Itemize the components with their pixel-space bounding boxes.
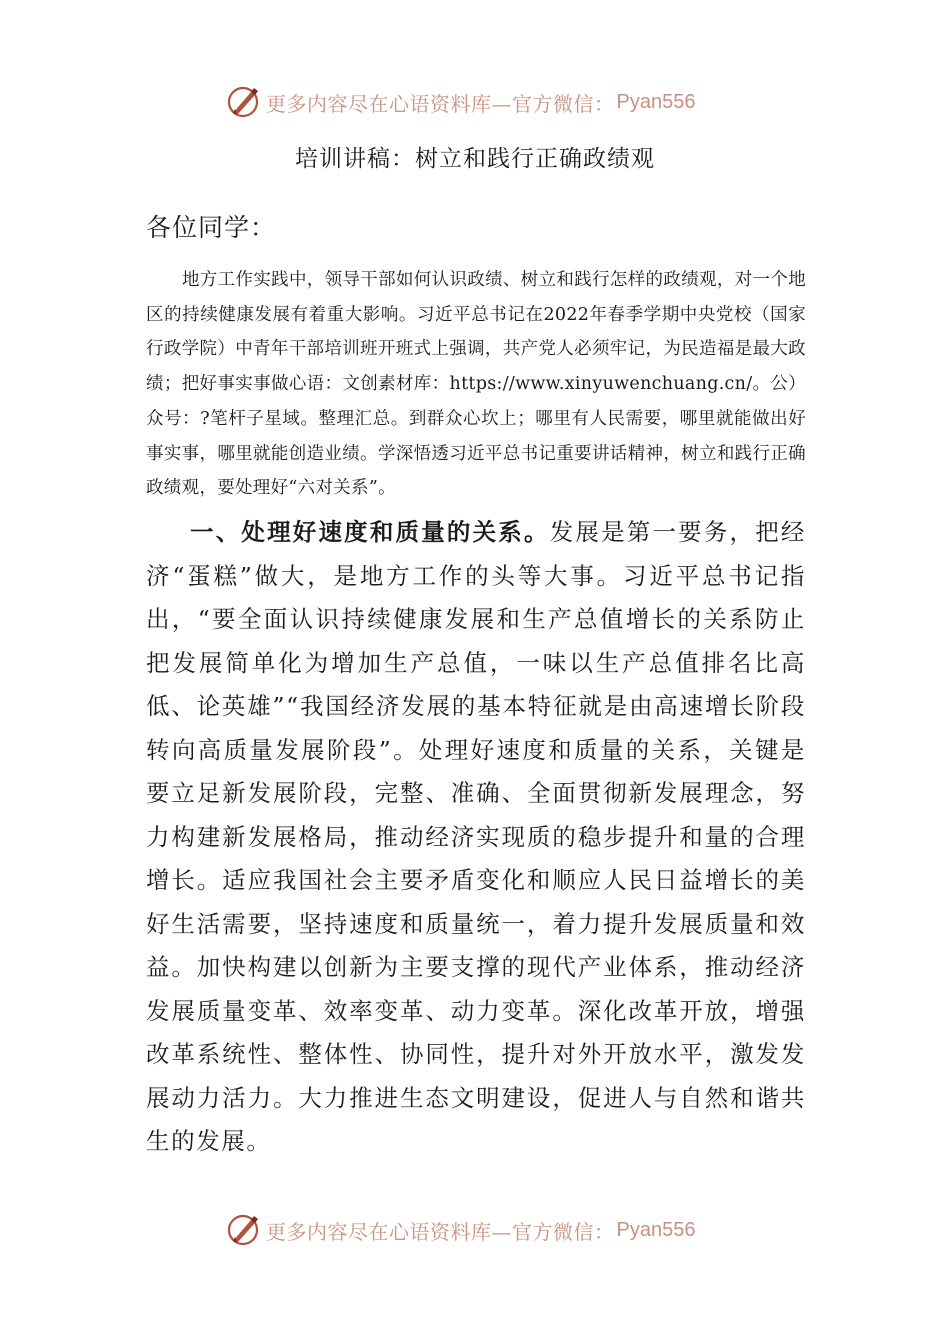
watermark-footer — [226, 1210, 695, 1250]
pen-logo-icon — [226, 1212, 262, 1248]
watermark-header — [226, 82, 695, 122]
salutation: 各位同学： — [146, 213, 277, 242]
watermark-text: 更多内容尽在心语资料库—官方微信： — [266, 91, 615, 116]
section-1-heading: 一、处理好速度和质量的关系。 — [190, 518, 550, 546]
pen-logo-icon — [226, 84, 262, 120]
watermark-wechat-id: Pyan556 — [616, 90, 696, 113]
watermark-text: 更多内容尽在心语资料库—官方微信： — [266, 1219, 615, 1244]
watermark-wechat-id: Pyan556 — [616, 1218, 696, 1241]
section-1-body: 发展是第一要务，把经济“蛋糕”做大，是地方工作的头等大事。习近平总书记指出，“要全面认识持续健康发展和生产总值增长的关系防止把发展简单化为增加生产总值，一味以生产总值排名比高低、论英雄”“我国经济发展的基本特征就是由高速增长阶段转向高质量发展阶段”。处理好速度和质量的关系，关键是要立足新发展阶段，完整、准确、全面贯彻新发展理念，努力构建新发展格局，推动经济实现质的稳步提升和量的合理增长。适应我国社会主要矛盾变化和顺应人民日益增长的美好生活需要，坚持速度和质量统一，着力提升发展质量和效益。加快构建以创新为主要支撑的现代产业体系，推动经济发展质量变革、效率变革、动力变革。深化改革开放，增强改革系统性、整体性、协同性，提升对外开放水平，激发发展动力活力。大力推进生态文明建设，促进人与自然和谐共生的发展。 — [146, 518, 807, 1155]
intro-paragraph: 地方工作实践中，领导干部如何认识政绩、树立和践行怎样的政绩观，对一个地区的持续健康发展有着重大影响。习近平总书记在2022年春季学期中央党校（国家行政学院）中青年干部培训班开班式上强调，共产党人必须牢记，为民造福是最大政绩；把好事实事做心语：文创素材库：https://www.xinyuwenchuang.cn/。公）众号：?笔杆子星域。整理汇总。到群众心坎上；哪里有人民需要，哪里就能做出好事实事，哪里就能创造业绩。学深悟透习近平总书记重要讲话精神，树立和践行正确政绩观，要处理好“六对关系”。 — [146, 270, 806, 499]
section-1-paragraph — [146, 511, 806, 1164]
document-title: 培训讲稿：树立和践行正确政绩观 — [295, 146, 655, 172]
